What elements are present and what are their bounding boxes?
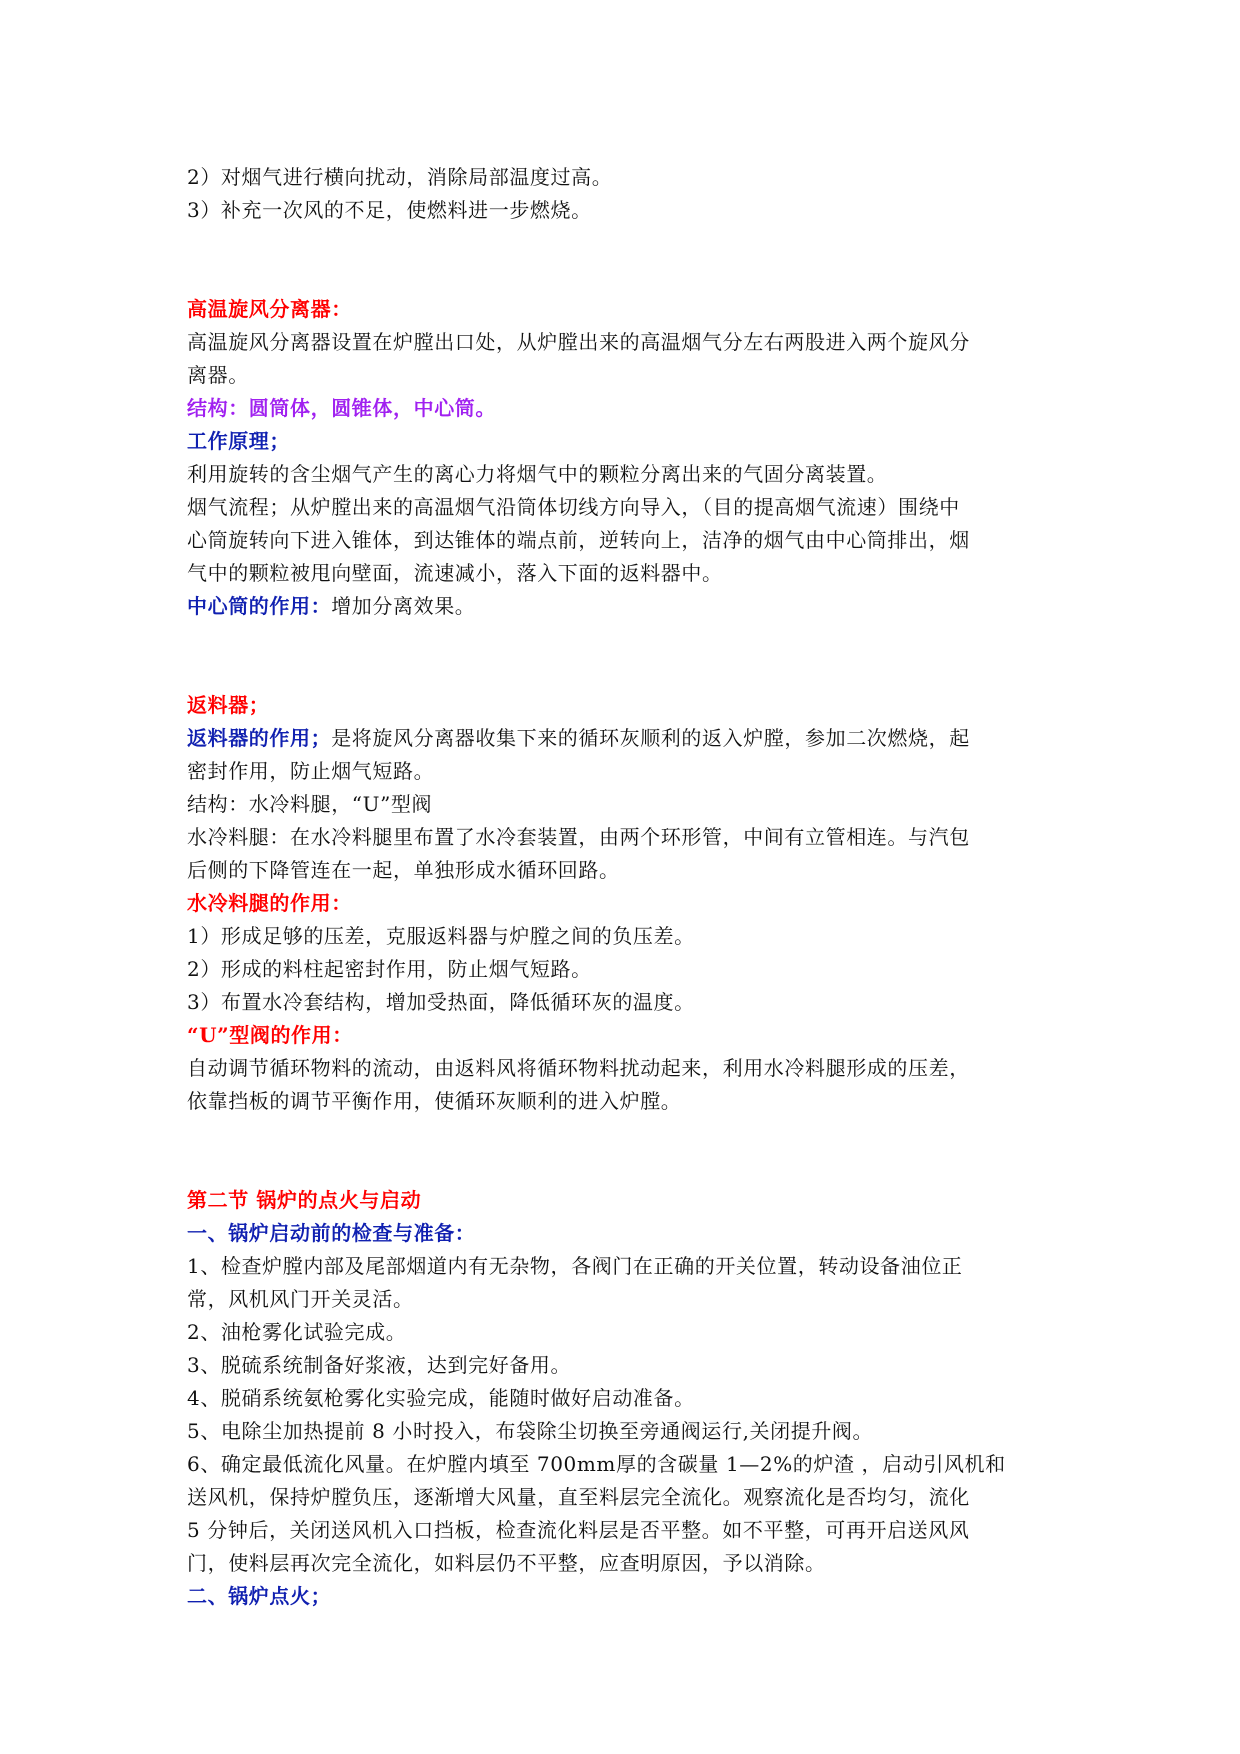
returner-heading: 返料器； [187, 693, 270, 717]
text-line [187, 722, 1057, 755]
principle-heading: 工作原理； [187, 429, 290, 453]
text-line: 高温旋风分离器设置在炉膛出口处，从炉膛出来的高温烟气分左右两股进入两个旋风分 [187, 330, 970, 354]
list-item: 1）形成足够的压差，克服返料器与炉膛之间的负压差。 [187, 924, 695, 948]
text-line: 自动调节循环物料的流动，由返料风将循环物料扰动起来，利用水冷料腿形成的压差， [187, 1056, 970, 1080]
list-item: 门，使料层再次完全流化，如料层仍不平整，应查明原因，予以消除。 [187, 1551, 826, 1575]
list-item: 常，风机风门开关灵活。 [187, 1287, 414, 1311]
text-line: 密封作用，防止烟气短路。 [187, 759, 435, 783]
text-line: 3）补充一次风的不足，使燃料进一步燃烧。 [187, 198, 592, 222]
list-item: 3）布置水冷套结构，增加受热面，降低循环灰的温度。 [187, 990, 695, 1014]
center-label: 中心筒的作用： [187, 594, 332, 618]
spacer [187, 1118, 1057, 1184]
role-text: 是将旋风分离器收集下来的循环灰顺利的返入炉膛，参加二次燃烧，起 [331, 726, 970, 750]
text-line: 气中的颗粒被甩向壁面，流速减小，落入下面的返料器中。 [187, 561, 723, 585]
text-line: 离器。 [187, 363, 249, 387]
subsection-heading: 一、锅炉启动前的检查与准备： [187, 1221, 476, 1245]
text-line [187, 590, 1057, 623]
list-item: 5 分钟后，关闭送风机入口挡板，检查流化料层是否平整。如不平整，可再开启送风风 [187, 1518, 970, 1542]
list-item: 送风机，保持炉膛负压，逐渐增大风量，直至料层完全流化。观察流化是否均匀，流化 [187, 1485, 970, 1509]
document-body [187, 161, 1057, 1613]
list-item: 4、脱硝系统氨枪雾化实验完成，能随时做好启动准备。 [187, 1386, 695, 1410]
text-line: 烟气流程；从炉膛出来的高温烟气沿筒体切线方向导入，（目的提高烟气流速）围绕中 [187, 495, 960, 519]
spacer [187, 227, 1057, 293]
subsection-heading: 二、锅炉点火； [187, 1584, 332, 1608]
list-item: 2）形成的料柱起密封作用，防止烟气短路。 [187, 957, 592, 981]
center-text: 增加分离效果。 [331, 594, 476, 618]
text-line: 结构：水冷料腿，“U”型阀 [187, 792, 433, 816]
list-item: 5、电除尘加热提前 8 小时投入，布袋除尘切换至旁通阀运行,关闭提升阀。 [187, 1419, 874, 1443]
role-label: 返料器的作用； [187, 726, 332, 750]
text-line: 利用旋转的含尘烟气产生的离心力将烟气中的颗粒分离出来的气固分离装置。 [187, 462, 888, 486]
section-heading: 第二节 锅炉的点火与启动 [187, 1188, 422, 1212]
text-line: 依靠挡板的调节平衡作用，使循环灰顺利的进入炉膛。 [187, 1089, 682, 1113]
leg-role-heading: 水冷料腿的作用： [187, 891, 352, 915]
spacer [187, 623, 1057, 689]
list-item: 1、检查炉膛内部及尾部烟道内有无杂物，各阀门在正确的开关位置，转动设备油位正 [187, 1254, 963, 1278]
structure-heading: 结构：圆筒体，圆锥体，中心筒。 [187, 396, 496, 420]
list-item: 6、确定最低流化风量。在炉膛内填至 700mm厚的含碳量 1—2%的炉渣 ，启动引风机和 [187, 1452, 1006, 1476]
u-valve-heading: “U”型阀的作用： [187, 1023, 353, 1047]
list-item: 2、油枪雾化试验完成。 [187, 1320, 407, 1344]
list-item: 3、脱硫系统制备好浆液，达到完好备用。 [187, 1353, 572, 1377]
separator-heading: 高温旋风分离器： [187, 297, 352, 321]
text-line: 心筒旋转向下进入锥体，到达锥体的端点前，逆转向上，洁净的烟气由中心筒排出，烟 [187, 528, 970, 552]
text-line: 水冷料腿：在水冷料腿里布置了水冷套装置，由两个环形管，中间有立管相连。与汽包 [187, 825, 970, 849]
text-line: 后侧的下降管连在一起，单独形成水循环回路。 [187, 858, 620, 882]
text-line: 2）对烟气进行横向扰动，消除局部温度过高。 [187, 165, 613, 189]
